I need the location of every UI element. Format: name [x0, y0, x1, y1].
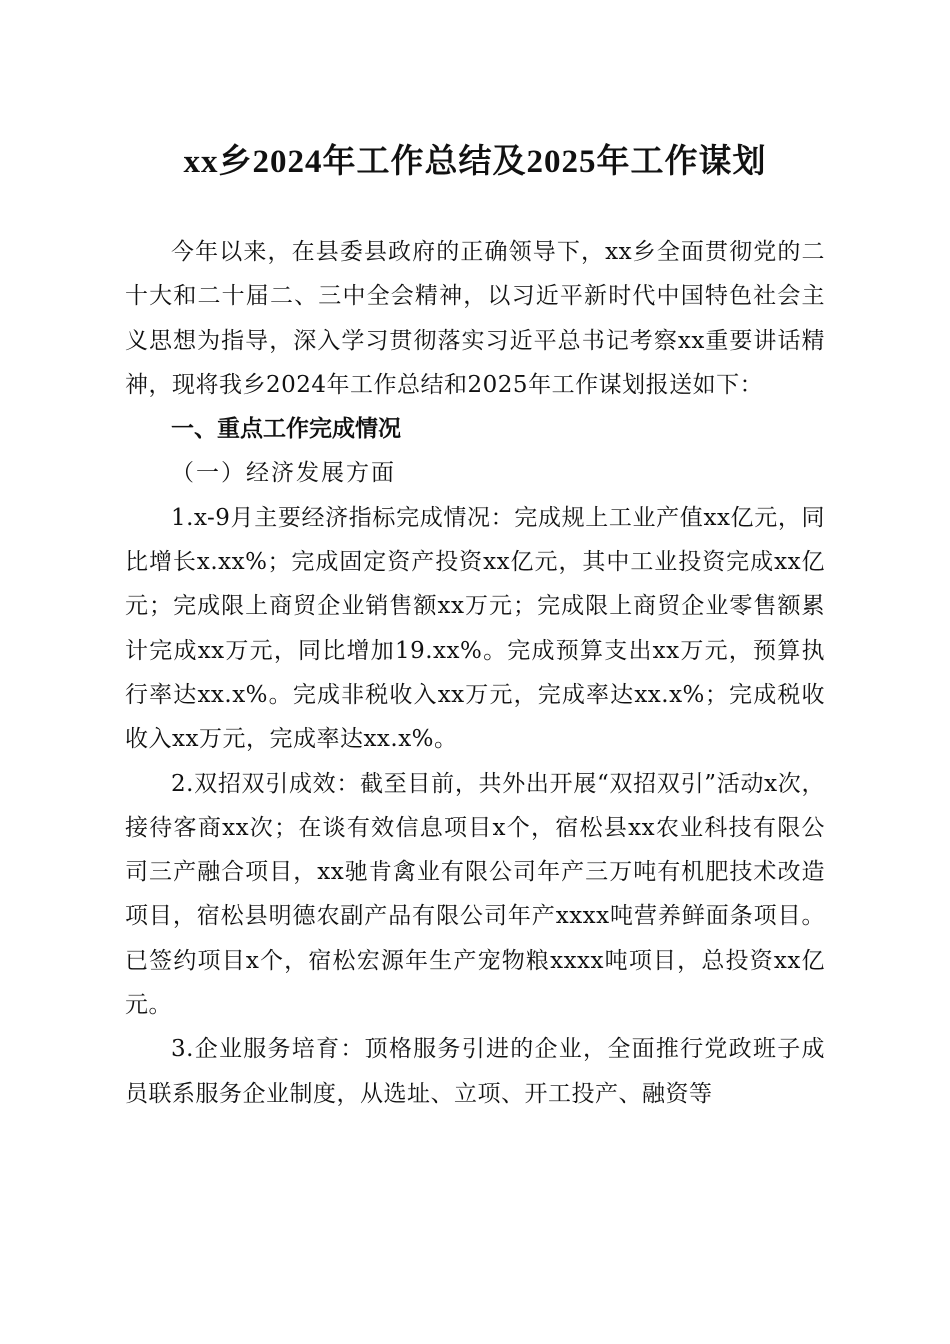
- intro-paragraph: 今年以来，在县委县政府的正确领导下，xx乡全面贯彻党的二十大和二十届二、三中全会精神，以习近平新时代中国特色社会主义思想为指导，深入学习贯彻落实习近平总书记考察xx重要讲话精神，现将我乡2024年工作总结和2025年工作谋划报送如下：: [125, 239, 825, 398]
- document-title: xx乡2024年工作总结及2025年工作谋划: [183, 144, 767, 180]
- paragraph-economic-indicators: 1.x-9月主要经济指标完成情况：完成规上工业产值xx亿元，同比增长x.xx%；完成固定资产投资xx亿元，其中工业投资完成xx亿元；完成限上商贸企业销售额xx万元；完成限上商贸企业零售额累计完成xx万元，同比增加19.xx%。完成预算支出xx万元，预算执行率达xx.x%。完成非税收入xx万元，完成率达xx.x%；完成税收收入xx万元，完成率达xx.x%。: [125, 504, 825, 753]
- paragraph-investment-attraction: 2.双招双引成效：截至目前，共外出开展“双招双引”活动x次，接待客商xx次；在谈有效信息项目x个，宿松县xx农业科技有限公司三产融合项目，xx驰肯禽业有限公司年产三万吨有机肥技术改造项目，宿松县明德农副产品有限公司年产xxxx吨营养鲜面条项目。已签约项目x个，宿松宏源年生产宠物粮xxxx吨项目，总投资xx亿元。: [125, 770, 825, 1019]
- subsection-heading: （一）经济发展方面: [171, 460, 396, 487]
- document-body: [125, 230, 825, 1116]
- section-heading: 一、重点工作完成情况: [171, 416, 401, 443]
- paragraph-enterprise-service: 3.企业服务培育：顶格服务引进的企业，全面推行党政班子成员联系服务企业制度，从选址、立项、开工投产、融资等: [125, 1036, 825, 1107]
